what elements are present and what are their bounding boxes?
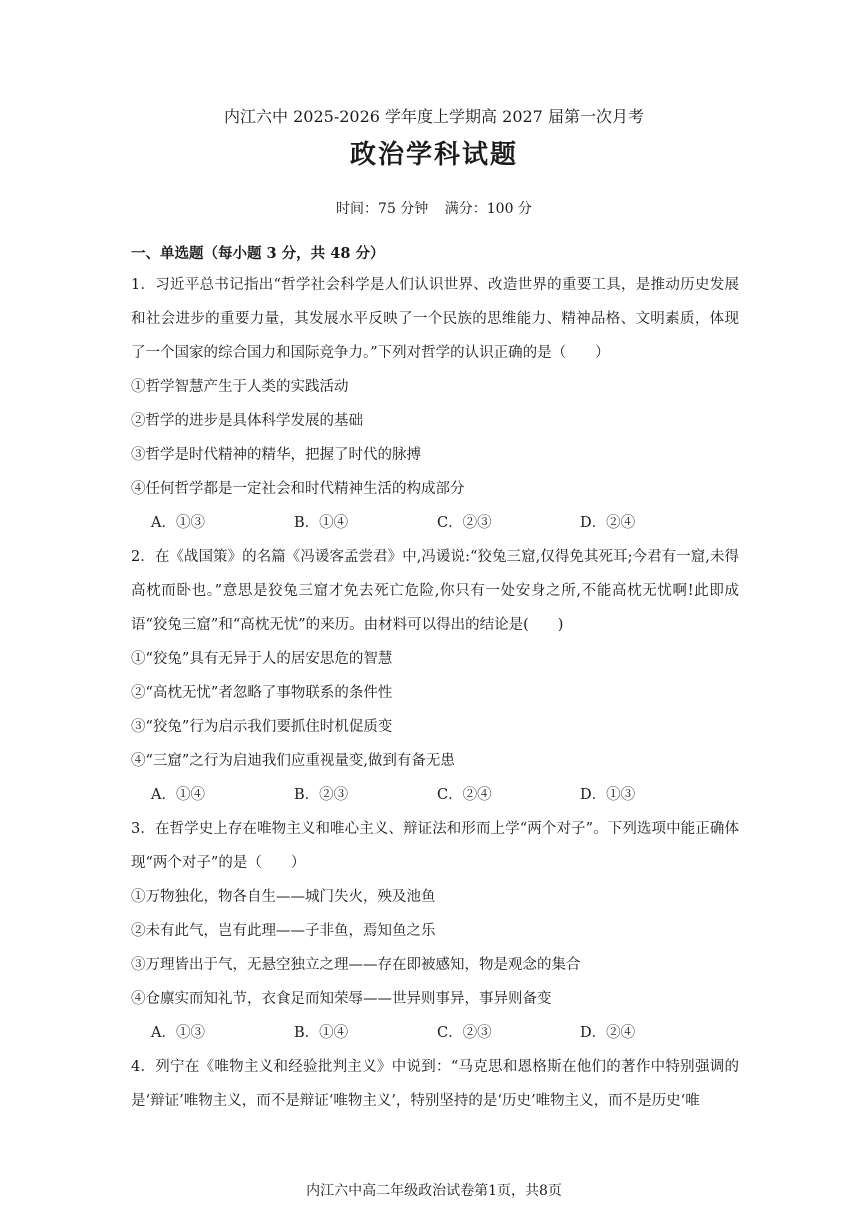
answer-choices bbox=[131, 506, 739, 540]
statement-option: ④仓廪实而知礼节，衣食足而知荣辱——世异则事异，事异则备变 bbox=[131, 991, 552, 1007]
choice-a: A．①④ bbox=[151, 787, 205, 803]
statement-option: ②哲学的进步是具体科学发展的基础 bbox=[131, 413, 363, 429]
question-text: 1．习近平总书记指出“哲学社会科学是人们认识世界、改造世界的重要工具，是推动历史发展和社会进步的重要力量，其发展水平反映了一个民族的思维能力、精神品格、文明素质，体现了一个国家的综合国力和国际竞争力。”下列对哲学的认识正确的是（ ） bbox=[131, 277, 739, 361]
statement-option: ③哲学是时代精神的精华，把握了时代的脉搏 bbox=[131, 447, 421, 463]
exam-score: 满分：100 分 bbox=[444, 201, 532, 217]
choice-b: B．①④ bbox=[294, 1025, 349, 1041]
choice-b: B．①④ bbox=[294, 515, 349, 531]
answer-choices bbox=[131, 1016, 739, 1050]
statement-option: ①哲学智慧产生于人类的实践活动 bbox=[131, 379, 349, 395]
choice-b: B．②③ bbox=[294, 787, 349, 803]
page-footer: 内江六中高二年级政治试卷第1页，共8页 bbox=[306, 1183, 562, 1199]
statement-option: ③“狡兔”行为启示我们要抓住时机促质变 bbox=[131, 719, 393, 735]
statement-option: ①“狡兔”具有无异于人的居安思危的智慧 bbox=[131, 651, 393, 667]
exam-time: 时间：75 分钟 bbox=[336, 201, 429, 217]
statement-option: ④“三窟”之行为启迪我们应重视量变,做到有备无患 bbox=[131, 753, 455, 769]
question-4 bbox=[131, 1050, 739, 1118]
choice-c: C．②④ bbox=[437, 787, 492, 803]
statement-option: ③万理皆出于气，无悬空独立之理——存在即被感知，物是观念的集合 bbox=[131, 957, 581, 973]
choice-d: D．②④ bbox=[580, 1025, 636, 1041]
statement-option: ④任何哲学都是一定社会和时代精神生活的构成部分 bbox=[131, 481, 465, 497]
statement-option: ②未有此气，岂有此理——子非鱼，焉知鱼之乐 bbox=[131, 923, 436, 939]
section-heading: 一、单选题（每小题 3 分，共 48 分） bbox=[131, 245, 385, 262]
statement-option: ②“高枕无忧”者忽略了事物联系的条件性 bbox=[131, 685, 393, 701]
question-2 bbox=[131, 540, 739, 812]
question-3 bbox=[131, 812, 739, 1050]
exam-header-line: 内江六中 2025-2026 学年度上学期高 2027 届第一次月考 bbox=[224, 107, 644, 126]
choice-c: C．②③ bbox=[437, 515, 492, 531]
choice-d: D．①③ bbox=[580, 787, 636, 803]
answer-choices bbox=[131, 778, 739, 812]
question-text: 2．在《战国策》的名篇《冯谖客孟尝君》中,冯谖说:“狡兔三窟,仅得免其死耳;今君有一窟,未得高枕而卧也。”意思是狡兔三窟才免去死亡危险,你只有一处安身之所,不能高枕无忧啊!此即成语“狡兔三窟”和“高枕无忧”的来历。由材料可以得出的结论是( ) bbox=[131, 549, 739, 633]
exam-title: 政治学科试题 bbox=[349, 140, 518, 170]
choice-a: A．①③ bbox=[151, 1025, 205, 1041]
question-text: 3．在哲学史上存在唯物主义和唯心主义、辩证法和形而上学“两个对子”。下列选项中能正确体现“两个对子”的是（ ） bbox=[131, 821, 739, 871]
statement-option: ①万物独化，物各自生——城门失火，殃及池鱼 bbox=[131, 889, 436, 905]
question-text: 4．列宁在《唯物主义和经验批判主义》中说到：“马克思和恩格斯在他们的著作中特别强调的是‘辩证’唯物主义，而不是辩证‘唯物主义’，特别坚持的是‘历史’唯物主义，而不是历史‘唯 bbox=[131, 1059, 739, 1109]
choice-c: C．②③ bbox=[437, 1025, 492, 1041]
choice-a: A．①③ bbox=[151, 515, 205, 531]
exam-meta bbox=[0, 198, 868, 218]
question-1 bbox=[131, 268, 739, 540]
exam-content bbox=[131, 244, 739, 1118]
choice-d: D．②④ bbox=[580, 515, 636, 531]
